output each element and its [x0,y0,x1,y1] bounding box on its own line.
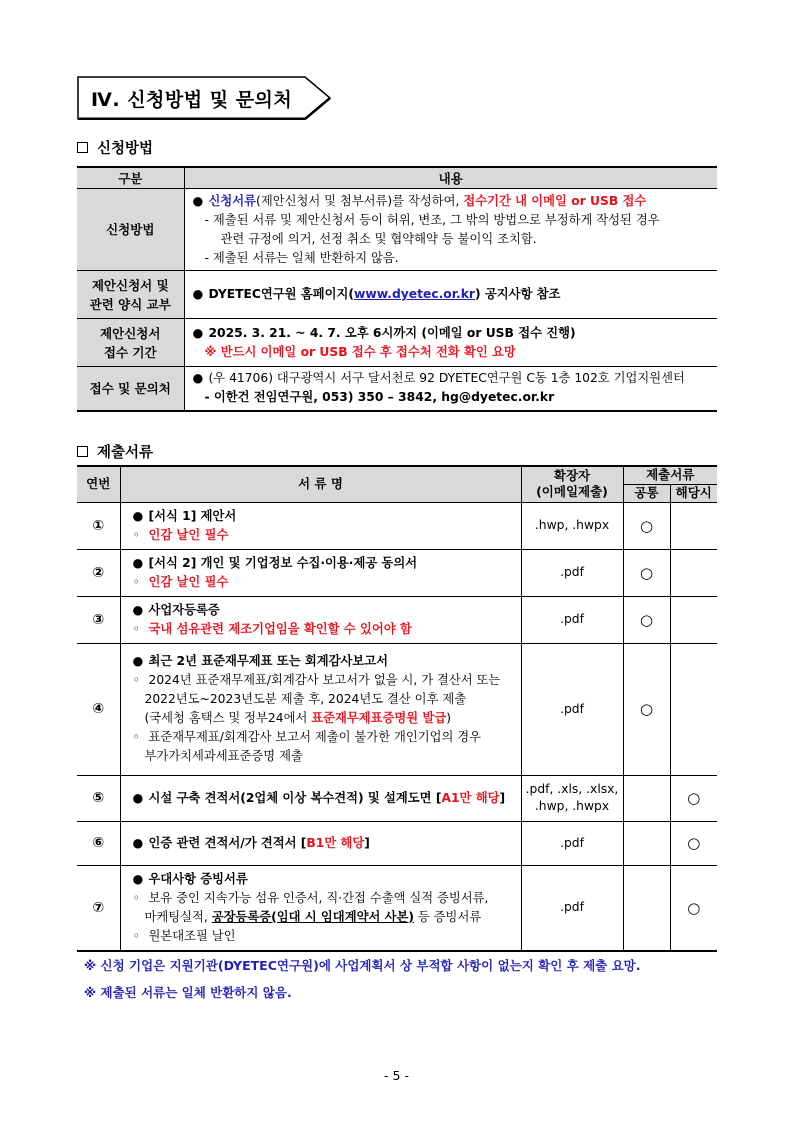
application-method-heading-text: 신청방법 [97,141,154,157]
doc-name-cell: ● 사업자등록증 ◦ 국내 섬유관련 제조기업임을 확인할 수 있어야 함 [120,596,521,643]
doc-title: 우대사항 증빙서류 [148,871,248,886]
header-name: 서 류 명 [120,466,521,502]
forms-label [77,271,184,319]
doc-name-cell: ● [서식 1] 제안서 ◦ 인감 날인 필수 [120,502,521,549]
applicable-mark [670,596,717,643]
doc-ext: .pdf [521,643,623,775]
row-number: ③ [77,596,120,643]
doc-sub1-line3-a: (국세청 홈택스 및 정부24에서 [144,711,312,725]
note-2: ※ 제출된 서류는 일체 반환하지 않음. [84,985,292,1000]
common-mark [623,865,670,951]
doc-title-b: A1만 해당 [441,790,500,805]
row-number: ① [77,502,120,549]
applicable-mark [670,549,717,596]
doc-sub2-line2: 부가가치세과세표준증명 제출 [144,749,303,763]
applicable-mark: ○ [670,775,717,821]
doc-title-c: ] [499,790,506,805]
doc-sub1-line2-b: 공장등록증(임대 시 임대계약서 사본) [211,909,414,924]
doc-name-cell: ● 우대사항 증빙서류 ◦ 보유 중인 지속가능 섬유 인증서, 직·간접 수출액 실적 증빙서류, 마케팅실적, 공장등록증(임대 시 임대계약서 사본) 등 증빙서류 ◦ 원본대조필 날인 [120,865,521,951]
period-label [77,319,184,367]
documents-heading [77,441,153,462]
common-mark: ○ [623,643,670,775]
application-method-table [77,166,717,412]
contact-line1: (우 41706) 대구광역시 서구 달서천로 92 DYETEC연구원 C동 1층 102호 기업지원센터 [208,371,685,386]
doc-title: [서식 2] 개인 및 기업정보 수집·이용·제공 동의서 [148,555,418,570]
forms-label-line1: 제안신청서 및 [91,277,169,293]
header-common: 공통 [623,484,670,502]
application-method-heading [77,137,153,158]
doc-ext-line2: .hwp, .hwpx [534,799,610,813]
forms-content: ● DYETEC연구원 홈페이지(www.dyetec.or.kr) 공지사항 참조 [184,271,717,319]
method-line4: - 제출된 서류는 일체 반환하지 않음. [204,250,399,265]
common-mark [623,821,670,865]
contact-line2: - 이한건 전임연구원, 053) 350 – 3842, hg@dyetec.or.kr [204,390,555,405]
square-bullet-icon [77,142,88,153]
documents-table [77,465,717,952]
doc-sub1-line2: 2022년도~2023년도분 제출 후, 2024년도 결산 이후 제출 [144,692,467,706]
table-row [77,596,717,643]
period-line2: ※ 반드시 이메일 or USB 접수 후 접수처 전화 확인 요망 [204,344,516,359]
forms-text-a: DYETEC연구원 홈페이지( [208,287,354,301]
doc-ext: .pdf [521,596,623,643]
common-mark: ○ [623,502,670,549]
doc-ext: .hwp, .hwpx [521,502,623,549]
doc-title-a: 시설 구축 견적서(2업체 이상 복수견적) 및 설계도면 [ [148,790,442,805]
period-label-line2: 접수 기간 [103,344,157,360]
applicable-mark: ○ [670,821,717,865]
doc-sub1-line3-b: 표준재무제표증명원 발급 [311,711,447,725]
header-applicable: 해당시 [670,484,717,502]
method-row [77,189,717,271]
doc-sub1-line1: 보유 중인 지속가능 섬유 인증서, 직·간접 수출액 실적 증빙서류, [148,890,489,905]
period-row [77,319,717,367]
row-number: ⑥ [77,821,120,865]
applicable-mark [670,502,717,549]
doc-name-cell: ● 최근 2년 표준재무제표 또는 회계감사보고서 ◦ 2024년 표준재무제표/회계감사 보고서가 없을 시, 가 결산서 또는 2022년도~2023년도분 제출 후, 2024년도 결산 이후 제출 (국세청 홈택스 및 정부24에서 표준재무제표증명원 발급) ◦ 표준재무제표/회계감사 보고서 제출이 불가한 개인기업의 경우 부가가치세과세표준증명 제출 [120,643,521,775]
doc-sub2-line1: 표준재무제표/회계감사 보고서 제출이 불가한 개인기업의 경우 [148,730,482,744]
method-line3: 관련 규정에 의거, 선정 취소 및 협약해약 등 불이익 조치함. [220,231,537,246]
forms-text-b: ) 공지사항 참조 [474,287,561,301]
doc-sub1-line3-c: ) [446,711,452,725]
doc-title: [서식 1] 제안서 [148,508,237,523]
documents-heading-text: 제출서류 [97,445,154,461]
col-header-category: 구분 [77,167,184,189]
table-row [77,549,717,596]
period-label-line1: 제안신청서 [100,325,161,341]
header-submit: 제출서류 [623,466,717,484]
page-number: - 5 - [384,1068,409,1083]
doc-title-b: B1만 해당 [306,835,365,850]
doc-sub2: 원본대조필 날인 [148,928,236,943]
homepage-link[interactable]: www.dyetec.or.kr [353,287,475,301]
doc-sub: 인감 날인 필수 [148,527,229,542]
doc-name-cell: ● 시설 구축 견적서(2업체 이상 복수견적) 및 설계도면 [A1만 해당] [120,775,521,821]
method-content: ● 신청서류(제안신청서 및 첨부서류)를 작성하여, 접수기간 내 이메일 or USB 접수 - 제출된 서류 및 제안신청서 등이 허위, 변조, 그 밖의 방법으로 부정하게 작성된 경우 관련 규정에 의거, 선정 취소 및 협약해약 등 불이익 조치함. - 제출된 서류는 일체 반환하지 않음. [184,189,717,271]
applicable-mark [670,643,717,775]
method-doc-link-text: 신청서류 [208,193,257,208]
header-ext-line1: 확장자 [553,468,591,484]
method-label: 신청방법 [77,189,184,271]
doc-ext-line1: .pdf, .xls, .xlsx, [525,782,619,796]
header-ext [521,466,623,502]
row-number: ⑤ [77,775,120,821]
table-row [77,821,717,865]
forms-row [77,271,717,319]
period-content: ● 2025. 3. 21. ~ 4. 7. 오후 6시까지 (이메일 or USB 접수 진행) ※ 반드시 이메일 or USB 접수 후 접수처 전화 확인 요망 [184,319,717,367]
doc-sub: 국내 섬유관련 제조기업임을 확인할 수 있어야 함 [148,621,412,636]
header-ext-line2: (이메일제출) [536,484,608,500]
row-number: ⑦ [77,865,120,951]
doc-ext [521,775,623,821]
section-title: Ⅳ. 신청방법 및 문의처 [91,89,293,111]
doc-sub1-line1: 2024년 표준재무제표/회계감사 보고서가 없을 시, 가 결산서 또는 [148,673,501,687]
common-mark [623,775,670,821]
doc-ext: .pdf [521,821,623,865]
contact-row [77,367,717,411]
table-row [77,502,717,549]
doc-title-c: ] [364,835,370,850]
note-1: ※ 신청 기업은 지원기관(DYETEC연구원)에 사업계획서 상 부적합 사항이 없는지 확인 후 제출 요망. [84,958,641,973]
section-title-box [77,76,330,118]
method-line1-highlight: 접수기간 내 이메일 or USB 접수 [463,193,647,208]
applicable-mark: ○ [670,865,717,951]
doc-title: 사업자등록증 [148,602,220,617]
doc-ext: .pdf [521,549,623,596]
contact-content: ● (우 41706) 대구광역시 서구 달서천로 92 DYETEC연구원 C동 1층 102호 기업지원센터 - 이한건 전임연구원, 053) 350 – 3842, hg@dyetec.or.kr [184,367,717,411]
method-line1-text: (제안신청서 및 첨부서류)를 작성하여, [256,193,464,208]
table-row [77,865,717,951]
doc-name-cell: ● 인증 관련 견적서/가 견적서 [B1만 해당] [120,821,521,865]
col-header-content: 내용 [184,167,717,189]
method-line2: - 제출된 서류 및 제안신청서 등이 허위, 변조, 그 밖의 방법으로 부정하게 작성된 경우 [204,212,660,227]
doc-title: 최근 2년 표준재무제표 또는 회계감사보고서 [148,654,388,668]
header-no: 연번 [77,466,120,502]
square-bullet-icon [77,446,88,457]
common-mark: ○ [623,549,670,596]
table-row [77,775,717,821]
doc-ext: .pdf [521,865,623,951]
doc-sub1-line2-a: 마케팅실적, [144,909,212,924]
row-number: ② [77,549,120,596]
doc-sub: 인감 날인 필수 [148,574,229,589]
doc-sub1-line2-c: 등 증빙서류 [413,909,482,924]
table-row [77,643,717,775]
period-line1: 2025. 3. 21. ~ 4. 7. 오후 6시까지 (이메일 or USB 접수 진행) [208,325,576,340]
doc-title-a: 인증 관련 견적서/가 견적서 [ [148,835,307,850]
common-mark: ○ [623,596,670,643]
forms-label-line2: 관련 양식 교부 [89,296,171,312]
doc-name-cell: ● [서식 2] 개인 및 기업정보 수집·이용·제공 동의서 ◦ 인감 날인 필수 [120,549,521,596]
contact-label: 접수 및 문의처 [77,367,184,411]
row-number: ④ [77,643,120,775]
